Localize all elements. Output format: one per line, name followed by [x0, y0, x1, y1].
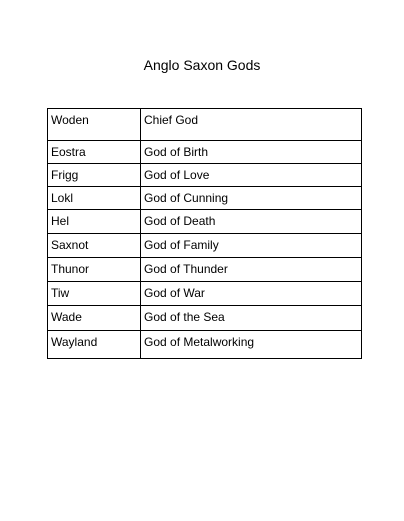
god-role-cell: God of Birth [141, 141, 362, 164]
god-role-cell: God of Cunning [141, 187, 362, 210]
god-role-cell: God of Thunder [141, 258, 362, 282]
god-name-cell: Frigg [48, 164, 141, 187]
god-name-cell: Hel [48, 210, 141, 234]
table-row [48, 258, 362, 282]
god-role-cell: God of War [141, 282, 362, 306]
god-role-cell: God of Love [141, 164, 362, 187]
god-name-cell: Wayland [48, 331, 141, 359]
table-row [48, 141, 362, 164]
page-title: Anglo Saxon Gods [143, 57, 261, 73]
table-row [48, 331, 362, 359]
table-row [48, 164, 362, 187]
god-role-cell: God of Death [141, 210, 362, 234]
table-row [48, 210, 362, 234]
gods-table [47, 108, 362, 359]
table-row [48, 234, 362, 258]
god-name-cell: Eostra [48, 141, 141, 164]
god-role-cell: God of the Sea [141, 306, 362, 331]
god-name-cell: Woden [48, 109, 141, 141]
god-name-cell: Tiw [48, 282, 141, 306]
table-row [48, 282, 362, 306]
god-name-cell: Lokl [48, 187, 141, 210]
god-name-cell: Wade [48, 306, 141, 331]
table-row [48, 306, 362, 331]
table-row [48, 187, 362, 210]
god-name-cell: Saxnot [48, 234, 141, 258]
god-role-cell: God of Metalworking [141, 331, 362, 359]
table-row [48, 109, 362, 141]
god-role-cell: God of Family [141, 234, 362, 258]
god-name-cell: Thunor [48, 258, 141, 282]
god-role-cell: Chief God [141, 109, 362, 141]
